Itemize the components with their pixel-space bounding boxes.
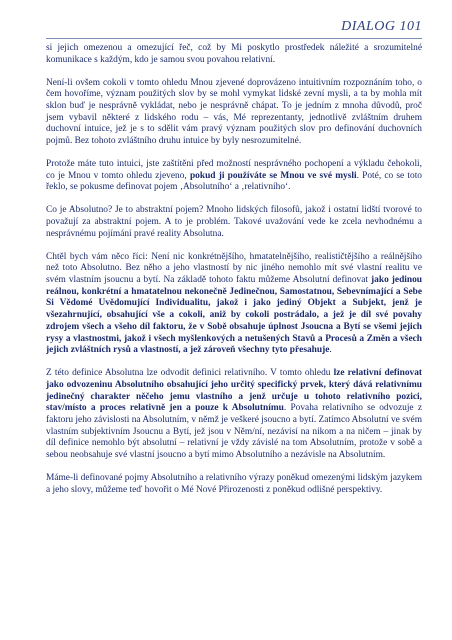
paragraph <box>46 252 422 357</box>
text-run: Z této definice Absolutna lze odvodit definici relativního. V tomto ohledu <box>46 368 334 379</box>
running-title: DIALOG 101 <box>341 19 422 34</box>
paragraph <box>46 159 422 194</box>
paragraph <box>46 205 422 240</box>
text-run: . <box>329 345 332 356</box>
text-run: Není-li ovšem cokoli v tomto ohledu Mnou zjevené doprovázeno intuitivním rozpoznáním toho, o čem hovoříme, význam použitých slov by se mohl vymykat lidské zevní mysli, a ta by mohla mít sklon buď je nesprávně vykládat, nebo je nesprávně chápat. To je jedním z mnoha důvodů, proč jsem vybavil některé z lidského rodu – vás, Mé reprezentanty, jednotlivě zvláštním druhem duchovní intuice, jež je s to sdělit vám pravý význam použitých slov pro definování duchovních pojmů. Bez tohoto zvláštního druhu intuice by byly nesrozumitelné. <box>46 77 422 147</box>
bold-text-run: jako jedinou reálnou, konkrétní a hmatatelnou nekonečně Jedinečnou, Samostatnou, Sebevnímající a Sebe Si Vědomé Uvědomující Individualitu, jakož i jako jediný Objekt a Subjekt, jenž je všezahrnující, obsahující vše a cokoli, aniž by cokoli postrádalo, a jež je díl své povahy zdrojem všech a všeho díl faktoru, že v Sobě obsahuje úplnost Jsoucna a Bytí se všemi jejich rysy a vlastnostmi, jakož i všech myšlenkových a netušených Stavů a Procesů a Změn a všech jejich zvláštních rysů a vlastností, a jež zároveň všechny tyto přesahuje <box>46 275 422 356</box>
text-run: . Poté, co se toto řeklo, se pokusme definovat pojem ‚Absolutního‘ a ‚relativního‘. <box>46 170 422 193</box>
paragraph <box>46 78 422 148</box>
document-body <box>46 43 422 508</box>
text-run: Chtěl bych vám něco říci: Není nic konkrétnějšího, hmatatelnějšího, realističtějšího a reálnějšího než toto Absolutno. Bez něho a jeho vlastností by nic jiného nemohlo mít své vlastní realitu ve svém vlastním jsoucnu a bytí. Na základě tohoto faktu můžeme Absolutní definovat <box>46 251 422 285</box>
text-run: si jejich omezenou a omezující řeč, což by Mi poskytlo prostředek náležité a srozumitelné komunikace s každým, kdo je samou svou povahou relativní. <box>46 43 422 65</box>
text-run: Co je Absolutno? Je to abstraktní pojem? Mnoho lidských filosofů, jakož i ostatní lidští tvorové to považují za abstraktní pojem. A to je problém. Takové uvažování vede ke zcela nevhodnému a nesprávnému pojímání pravé reality Absolutna. <box>46 205 422 239</box>
paragraph <box>46 473 422 496</box>
bold-text-run: lze relativní definovat jako odvozeninu Absolutního obsahující jeho určitý specifický prvek, který dává relativnímu jedinečný charakter něčeho jemu vlastního a jenž určuje u tohoto relativního pozici, stav/místo a proces relativně jen a pouze k Absolutnímu <box>46 368 423 414</box>
text-run: . Povaha relativního se odvozuje z faktoru jeho závislosti na Absolutním, v němž je veškeré jsoucno a bytí. Zatímco Absolutní ve svém vlastním subjektivním Jsoucnu a Bytí, jež jsou v Něm/ní, nezávisí na nikom a na ničem – jinak by díl definice nemohlo být absolutní – relativní je vždy závislé na tom Absolutním, protože v sobě a sebou neobsahuje své vlastní jsoucno a bytí mimo Absolutního a nezávisle na Absolutním. <box>46 403 423 461</box>
text-run: Máme-li definované pojmy Absolutního a relativního výrazy poněkud omezenými lidským jazykem a jeho slovy, můžeme teď hovořit o Mé Nové Přirozenosti z poněkud odlišné perspektivy. <box>46 472 422 495</box>
bold-text-run: pokud ji používáte se Mnou ve své mysli <box>189 170 357 181</box>
page-header <box>46 18 422 39</box>
paragraph <box>46 43 422 66</box>
text-run: Protože máte tuto intuici, jste zaštítěni před možností nesprávného pochopení a výkladu čehokoli, co je Mnou v tomto ohledu zjeveno, <box>46 159 422 181</box>
paragraph <box>46 368 422 462</box>
